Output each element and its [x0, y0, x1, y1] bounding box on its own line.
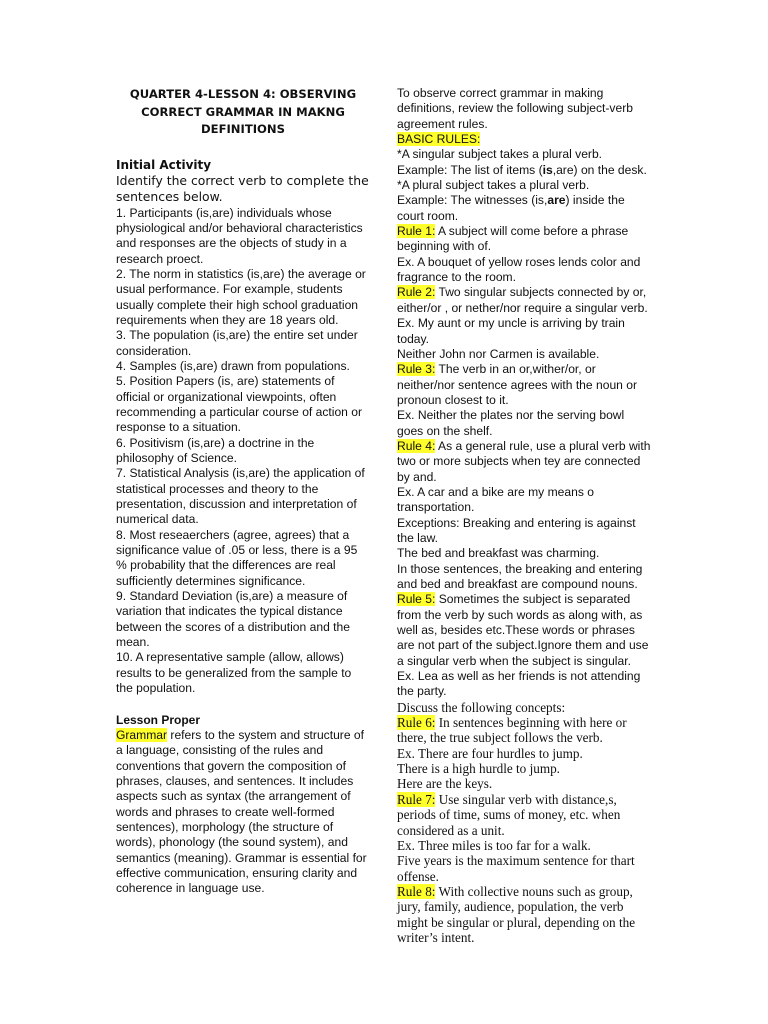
- rule-label: Rule 4:: [397, 438, 436, 453]
- rule-text: With collective nouns such as group, jury, family, audience, population, the verb might be singular or plural, depending on the writer’s intent.: [397, 883, 636, 945]
- activity-item: 9. Standard Deviation (is,are) a measure of variation that indicates the typical distance between the scores of a distribution and the mean.: [116, 589, 350, 650]
- rule-text: Two singular subjects connected by or, either/or , or nether/nor require a singular verb.: [397, 285, 648, 315]
- rule-note: In those sentences, the breaking and entering and bed and breakfast are compound nouns.: [397, 561, 643, 591]
- lesson-title: QUARTER 4-LESSON 4: OBSERVING CORRECT GRAMMAR IN MAKNG DEFINITIONS: [129, 87, 357, 136]
- rules-sans-block: [397, 86, 653, 700]
- left-column: [116, 86, 370, 897]
- rule-3: [397, 362, 653, 408]
- rule-7: [397, 792, 653, 838]
- activity-instruction: Identify the correct verb to complete the sentences below.: [116, 172, 369, 204]
- activity-items: [116, 206, 370, 697]
- basic-example-2: [397, 193, 653, 224]
- activity-item: 3. The population (is,are) the entire set under consideration.: [116, 328, 358, 358]
- rule-label: Rule 5:: [397, 592, 436, 607]
- activity-item: 1. Participants (is,are) individuals whose physiological and/or behavioral characteristics and responses are the objects of study in a research proect.: [116, 205, 363, 266]
- activity-item: 2. The norm in statistics (is,are) the average or usual performance. For example, students usually complete their high school graduation requirements when they are 18 years old.: [116, 266, 366, 327]
- grammar-term: Grammar: [116, 727, 168, 742]
- basic-rules-heading: [397, 132, 653, 147]
- rule-text: A subject will come before a phrase beginning with of.: [397, 224, 629, 254]
- rule-label: Rule 2:: [397, 285, 436, 300]
- rule-text: Use singular verb with distance,s, periods of time, sums of money, etc. when considered as a unit.: [397, 791, 621, 838]
- activity-item: 6. Positivism (is,are) a doctrine in the philosophy of Science.: [116, 435, 315, 465]
- example-text: ,are) on the desk.: [552, 162, 647, 177]
- rule-exception: Exceptions: Breaking and entering is against the law.: [397, 515, 636, 545]
- basic-rules-label: BASIC RULES:: [397, 132, 481, 147]
- discuss-heading: Discuss the following concepts:: [397, 699, 566, 715]
- example-answer: is: [542, 162, 553, 177]
- example-text: ) inside the court room.: [397, 193, 625, 223]
- rule-label: Rule 1:: [397, 224, 436, 239]
- rules-serif-block: [397, 700, 653, 946]
- activity-item: 7. Statistical Analysis (is,are) the application of statistical processes and theory to the presentation, discussion and interpretation of numerical data.: [116, 466, 365, 527]
- rule-example: Here are the keys.: [397, 776, 493, 792]
- rule-text: In sentences beginning with here or there, the true subject follows the verb.: [397, 715, 627, 746]
- rule-example: Five years is the maximum sentence for thart offense.: [397, 853, 635, 884]
- grammar-definition: [116, 728, 370, 897]
- activity-item: 10. A representative sample (allow, allows) results to be generalized from the sample to the population.: [116, 650, 352, 696]
- lesson-proper-heading: Lesson Proper: [116, 712, 201, 727]
- rule-label: Rule 3:: [397, 362, 436, 377]
- rule-text: Sometimes the subject is separated from the verb by such words as along with, as well as, besides etc.These words or phrases are not part of the subject.Ignore them and use a singular verb when the subject is singular.: [397, 592, 649, 668]
- basic-rule-2: *A plural subject takes a plural verb.: [397, 178, 590, 193]
- rule-example: Ex. A car and a bike are my means o transportation.: [397, 484, 594, 515]
- activity-item: 8. Most reseaerchers (agree, agrees) that a significance value of .05 or less, there is a 95 % probability that the differences are real sufficiently determines significance.: [116, 527, 358, 588]
- example-answer: are: [547, 193, 566, 208]
- example-text: Example: The list of items (: [397, 162, 543, 177]
- rules-intro: To observe correct grammar in making definitions, review the following subject-verb agreement rules.: [397, 86, 633, 131]
- rule-text: The verb in an or,wither/or, or neither/nor sentence agrees with the noun or pronoun closest to it.: [397, 362, 638, 407]
- rule-text: As a general rule, use a plural verb with two or more subjects when tey are connected by and.: [397, 438, 651, 484]
- rule-8: [397, 884, 653, 945]
- rule-4: [397, 439, 653, 485]
- example-text: Example: The witnesses (is,: [397, 193, 548, 208]
- rule-label: Rule 6:: [397, 715, 436, 731]
- rule-label: Rule 7:: [397, 791, 436, 807]
- rule-example: Ex. There are four hurdles to jump.: [397, 745, 583, 761]
- rule-example: Ex. Three miles is too far for a walk.: [397, 837, 591, 853]
- rule-example: Ex. A bouquet of yellow roses lends color and fragrance to the room.: [397, 254, 641, 285]
- basic-rule-1: *A singular subject takes a plural verb.: [397, 147, 603, 162]
- basic-example-1: [397, 163, 653, 178]
- rule-example: Neither John nor Carmen is available.: [397, 346, 600, 361]
- rule-6: [397, 715, 653, 746]
- activity-item: 5. Position Papers (is, are) statements of official or organizational viewpoints, often recommending a particular course of action or response to a situation.: [116, 374, 363, 435]
- rule-example: Ex. My aunt or my uncle is arriving by train today.: [397, 316, 625, 346]
- rule-label: Rule 8:: [397, 883, 436, 899]
- rule-5: [397, 592, 653, 669]
- rule-1: [397, 224, 653, 255]
- rule-example: Ex. Neither the plates nor the serving bowl goes on the shelf.: [397, 408, 625, 438]
- rule-2: [397, 285, 653, 316]
- rule-example: The bed and breakfast was charming.: [397, 546, 600, 561]
- rule-example: There is a high hurdle to jump.: [397, 761, 560, 777]
- grammar-definition-text: refers to the system and structure of a language, consisting of the rules and conventions that govern the composition of phrases, clauses, and sentences. It includes aspects such as syntax (the arrangement of words and phrases to create well-formed sentences), morphology (the structure of words), phonology (the sound system), and semantics (meaning). Grammar is essential for effective communication, ensuring clarity and coherence in language use.: [116, 727, 367, 896]
- right-column: [397, 86, 653, 945]
- rule-example: Ex. Lea as well as her friends is not attending the party.: [397, 669, 641, 699]
- activity-item: 4. Samples (is,are) drawn from populations.: [116, 358, 350, 373]
- initial-activity-heading: Initial Activity: [116, 157, 212, 172]
